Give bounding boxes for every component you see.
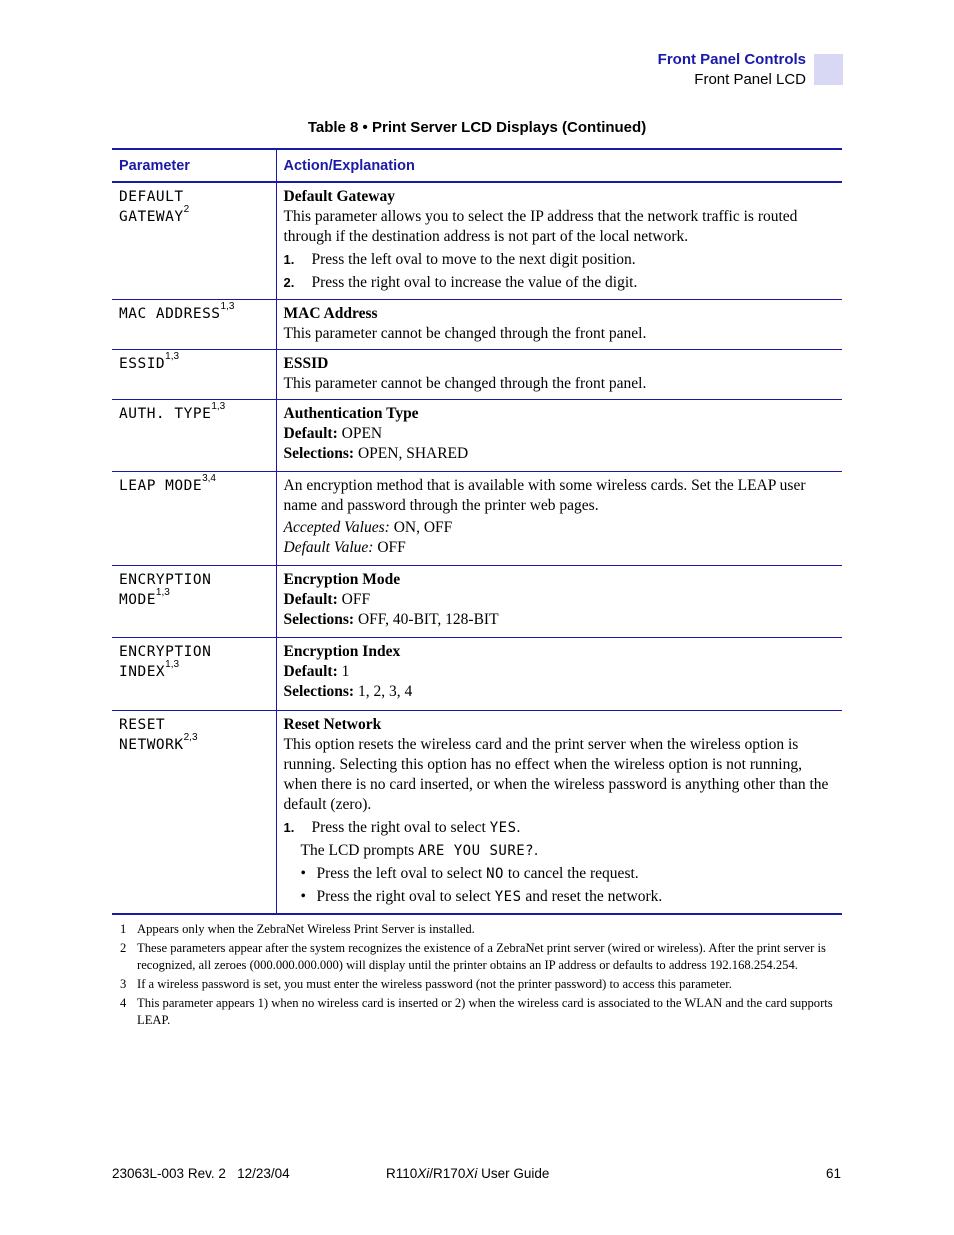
footnote-ref: 1,3 bbox=[211, 400, 226, 412]
selections-value: OPEN, SHARED bbox=[354, 444, 469, 462]
default-label: Default: bbox=[283, 590, 338, 608]
footnote-text: This parameter appears 1) when no wireless card is inserted or 2) when the wireless card is associated to the WLAN and the card supports LEAP. bbox=[137, 996, 833, 1027]
table-row bbox=[112, 182, 842, 299]
default-label: Default: bbox=[283, 424, 338, 442]
parameter-cell bbox=[112, 182, 276, 299]
parameter-cell bbox=[112, 565, 276, 637]
bullet-text-end: and reset the network. bbox=[521, 887, 663, 905]
bullet-text-end: to cancel the request. bbox=[503, 864, 639, 882]
lcd-parameter-name: LEAP MODE bbox=[119, 477, 203, 494]
running-header-subsection: Front Panel LCD bbox=[694, 71, 806, 88]
table-row bbox=[112, 565, 842, 637]
step-number: 2. bbox=[283, 275, 295, 290]
bullet-item bbox=[284, 887, 836, 907]
prompt-text: The LCD prompts bbox=[300, 841, 419, 859]
footnote-text: If a wireless password is set, you must enter the wireless password (not the printer password) to access this parameter. bbox=[137, 977, 732, 991]
row-title: Encryption Mode bbox=[283, 570, 401, 588]
table-caption: Table 8 • Print Server LCD Displays (Continued) bbox=[307, 119, 647, 136]
footnote-ref: 1,3 bbox=[165, 350, 180, 362]
footnote-ref: 1,3 bbox=[220, 300, 235, 312]
table-row bbox=[112, 471, 842, 565]
bullet-text: Press the left oval to select bbox=[316, 864, 487, 882]
column-header-parameter: Parameter bbox=[119, 158, 190, 174]
selections-label: Selections: bbox=[283, 610, 355, 628]
footnote-number: 4 bbox=[120, 996, 127, 1010]
explanation-cell bbox=[276, 565, 842, 637]
explanation-cell bbox=[276, 471, 842, 565]
footnote-number: 1 bbox=[120, 922, 127, 936]
step-text-end: . bbox=[516, 818, 521, 836]
table-row bbox=[112, 349, 842, 399]
footnote-ref: 2,3 bbox=[183, 731, 198, 743]
accepted-values-label: Accepted Values: bbox=[283, 518, 390, 536]
table-row bbox=[112, 399, 842, 471]
lcd-parameter-name: RESET NETWORK bbox=[119, 716, 184, 753]
table-row bbox=[112, 710, 842, 914]
default-value: OFF bbox=[373, 538, 406, 556]
bullet-text: Press the right oval to select bbox=[316, 887, 495, 905]
row-title: MAC Address bbox=[283, 304, 378, 322]
explanation-cell bbox=[276, 349, 842, 399]
row-title: Default Gateway bbox=[283, 188, 395, 205]
column-header-action: Action/Explanation bbox=[276, 149, 842, 182]
selections-value: 1, 2, 3, 4 bbox=[354, 682, 413, 700]
table-row bbox=[112, 637, 842, 710]
row-title: ESSID bbox=[283, 354, 329, 372]
guide-title-part: R110 bbox=[386, 1166, 418, 1181]
print-server-lcd-table bbox=[112, 148, 842, 915]
footnote-ref: 3,4 bbox=[202, 472, 216, 484]
row-title: Encryption Index bbox=[283, 642, 401, 660]
step-text: Press the left oval to move to the next digit position. bbox=[311, 251, 636, 268]
lcd-code: YES bbox=[494, 888, 522, 905]
footer-doc-number: 23063L-003 Rev. 2 12/23/04 bbox=[112, 1166, 290, 1181]
accepted-values-value: ON, OFF bbox=[389, 518, 453, 536]
parameter-cell bbox=[112, 299, 276, 349]
explanation-cell bbox=[276, 299, 842, 349]
selections-line bbox=[284, 444, 836, 464]
guide-title-italic: Xi bbox=[417, 1166, 430, 1181]
footnote-number: 2 bbox=[120, 941, 127, 955]
default-value: OFF bbox=[337, 590, 371, 608]
guide-title-part: /R170 bbox=[429, 1166, 466, 1181]
selections-value: OFF, 40-BIT, 128-BIT bbox=[354, 610, 499, 628]
footnote-ref: 1,3 bbox=[165, 658, 180, 670]
lcd-code: ARE YOU SURE? bbox=[418, 842, 535, 859]
lcd-parameter-name: ESSID bbox=[119, 355, 166, 372]
accepted-values-line bbox=[284, 518, 836, 538]
footnote-ref: 1,3 bbox=[155, 586, 170, 598]
running-header-section: Front Panel Controls bbox=[657, 51, 806, 68]
footnote-text: Appears only when the ZebraNet Wireless Print Server is installed. bbox=[137, 922, 475, 936]
footnote-number: 3 bbox=[120, 977, 127, 991]
parameter-cell bbox=[112, 471, 276, 565]
row-description: This parameter cannot be changed through the front panel. bbox=[283, 324, 647, 342]
lcd-parameter-name: MAC ADDRESS bbox=[119, 305, 221, 322]
step-number: 1. bbox=[283, 252, 295, 267]
lcd-prompt-line bbox=[284, 841, 836, 861]
default-value: OPEN bbox=[337, 424, 383, 442]
step-number: 1. bbox=[283, 819, 295, 835]
lcd-parameter-name: ENCRYPTION INDEX bbox=[119, 643, 212, 680]
row-description: This parameter cannot be changed through the front panel. bbox=[283, 374, 647, 392]
default-value: 1 bbox=[337, 662, 350, 680]
step-item bbox=[284, 818, 836, 838]
lcd-parameter-name: AUTH. TYPE bbox=[119, 405, 212, 422]
footer-guide-title bbox=[386, 1166, 549, 1181]
default-line bbox=[284, 662, 836, 682]
bullet-dot: • bbox=[300, 864, 306, 882]
footnote bbox=[112, 921, 842, 938]
footnote bbox=[112, 940, 842, 974]
footer-page-number: 61 bbox=[825, 1166, 841, 1181]
explanation-cell bbox=[276, 710, 842, 914]
guide-title-part: User Guide bbox=[477, 1166, 550, 1181]
footnote-text: These parameters appear after the system recognizes the existence of a ZebraNet print server (wired or wireless). After the print server is recognized, all zeroes (000.000.000.000) will display until the printer obtains an IP address or defaults to address 192.168.254.254. bbox=[137, 941, 826, 972]
explanation-cell bbox=[276, 182, 842, 299]
selections-line bbox=[284, 682, 836, 702]
table-row bbox=[112, 299, 842, 349]
bullet-dot: • bbox=[300, 887, 306, 905]
lcd-parameter-name: DEFAULT GATEWAY bbox=[119, 189, 184, 225]
explanation-cell bbox=[276, 399, 842, 471]
row-description: This option resets the wireless card and the print server when the wireless option is running. Selecting this option has no effect when the wireless option is not running, when there is no card inserted, or when the wireless password is anything other than the default (zero). bbox=[283, 735, 829, 813]
step-text: Press the right oval to increase the value of the digit. bbox=[311, 274, 638, 291]
step-item bbox=[284, 250, 836, 270]
row-title: Reset Network bbox=[283, 715, 382, 733]
table-footnotes bbox=[112, 921, 842, 1031]
selections-line bbox=[284, 610, 836, 630]
default-value-label: Default Value: bbox=[283, 538, 374, 556]
selections-label: Selections: bbox=[283, 444, 355, 462]
row-title: Authentication Type bbox=[283, 404, 419, 422]
default-value-line bbox=[284, 538, 836, 558]
parameter-cell bbox=[112, 637, 276, 710]
bullet-item bbox=[284, 864, 836, 884]
default-line bbox=[284, 590, 836, 610]
header-tab-marker bbox=[814, 54, 843, 85]
footnote bbox=[112, 995, 842, 1029]
step-item bbox=[284, 273, 836, 293]
footnote-ref: 2 bbox=[183, 204, 190, 215]
default-label: Default: bbox=[283, 662, 338, 680]
selections-label: Selections: bbox=[283, 682, 355, 700]
row-description: An encryption method that is available with some wireless cards. Set the LEAP user name and password through the printer web pages. bbox=[283, 476, 806, 514]
parameter-cell bbox=[112, 349, 276, 399]
step-text: Press the right oval to select bbox=[311, 818, 490, 836]
lcd-code: NO bbox=[486, 865, 504, 882]
default-line bbox=[284, 424, 836, 444]
table-header-row bbox=[112, 149, 842, 182]
lcd-code: YES bbox=[489, 819, 517, 836]
lcd-parameter-name: ENCRYPTION MODE bbox=[119, 571, 212, 608]
parameter-cell bbox=[112, 399, 276, 471]
row-description: This parameter allows you to select the IP address that the network traffic is routed through if the destination address is not part of the local network. bbox=[283, 208, 798, 245]
prompt-end: . bbox=[534, 841, 538, 859]
explanation-cell bbox=[276, 637, 842, 710]
footnote bbox=[112, 976, 842, 993]
guide-title-italic: Xi bbox=[465, 1166, 478, 1181]
parameter-cell bbox=[112, 710, 276, 914]
